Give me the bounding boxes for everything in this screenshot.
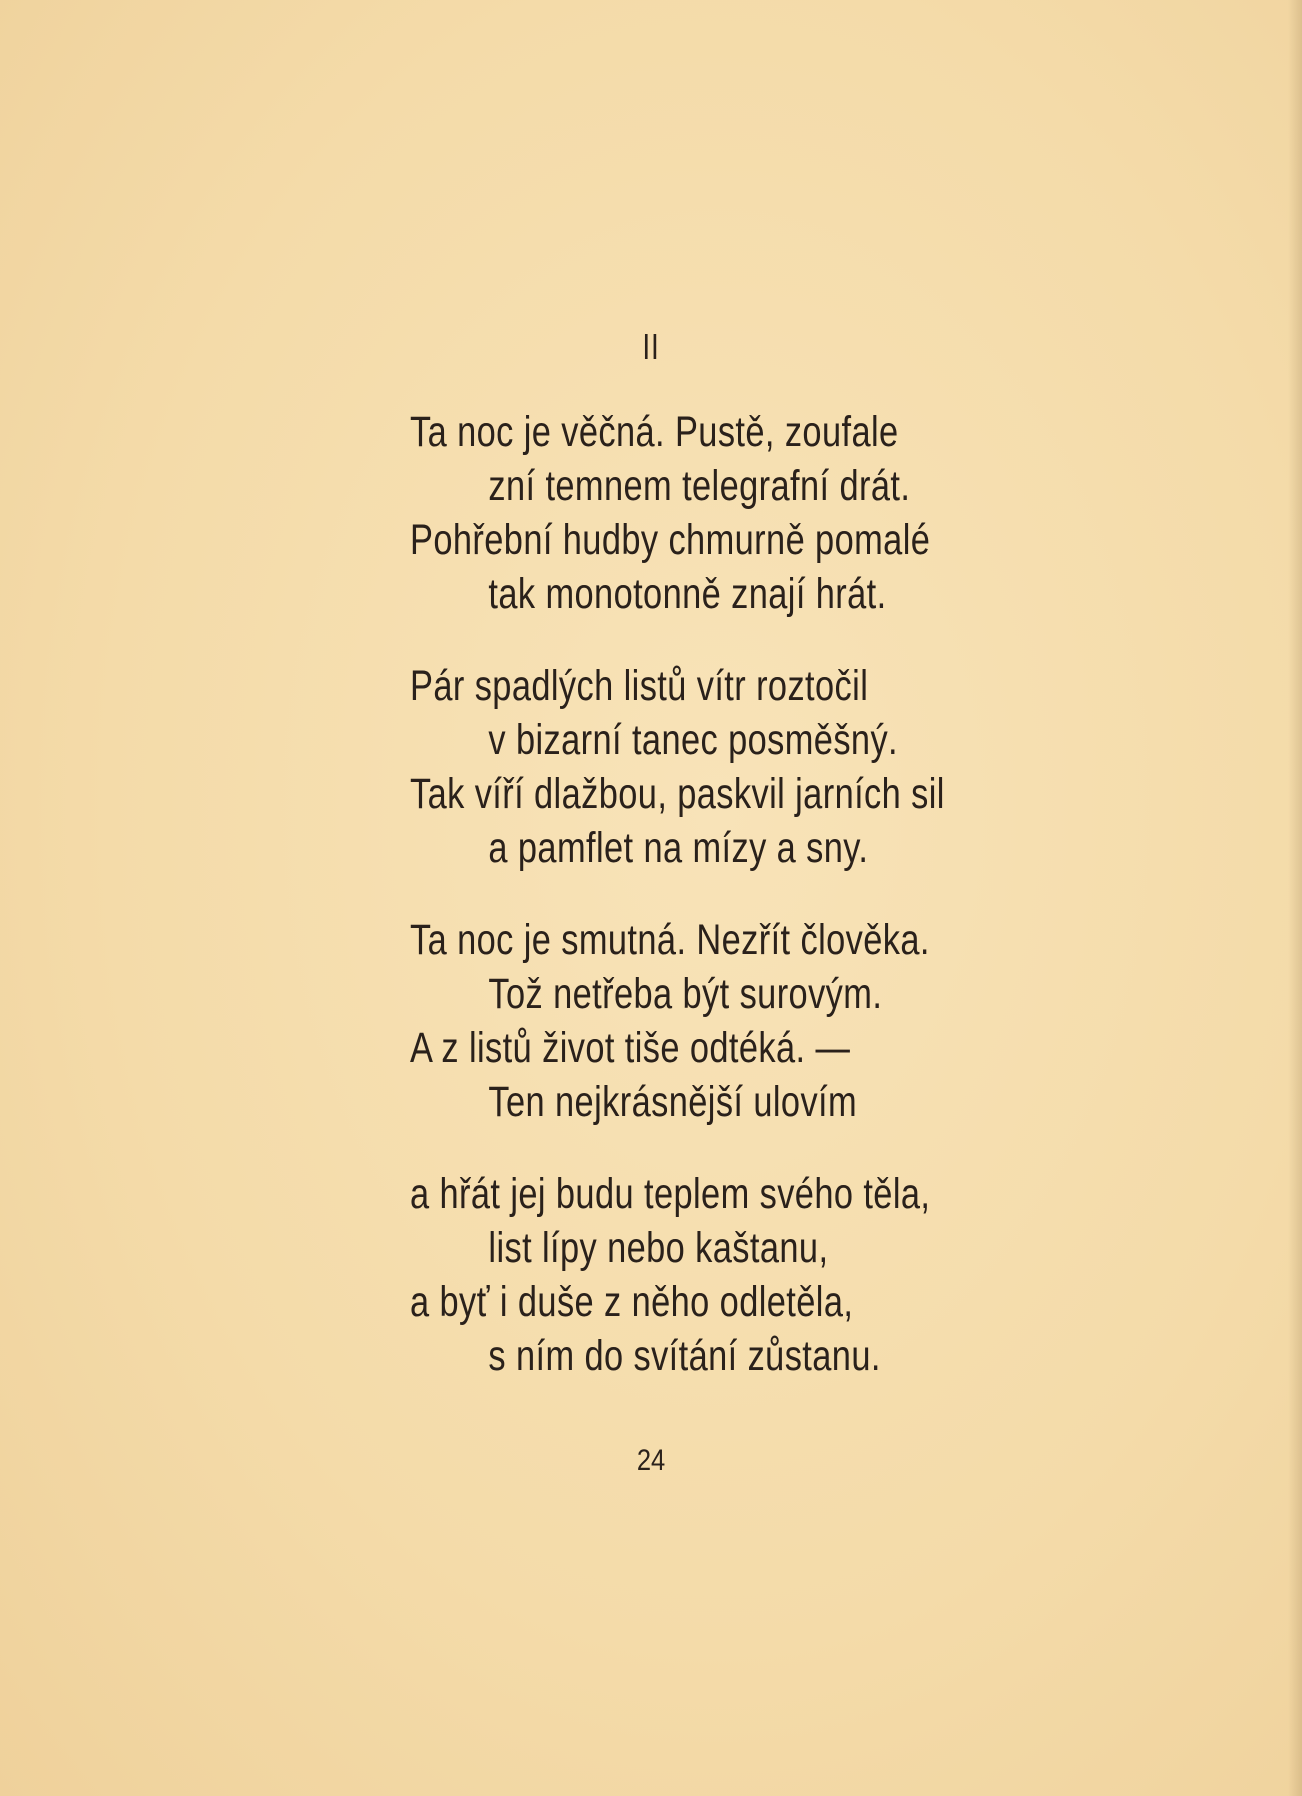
- page-edge-shadow: [1288, 0, 1302, 1796]
- stanza-4: [410, 1167, 1110, 1383]
- poem-line: list lípy nebo kaštanu,: [488, 1224, 829, 1272]
- poem-line: a hřát jej budu teplem svého těla,: [410, 1170, 931, 1218]
- poem-line: Tož netřeba být surovým.: [488, 970, 883, 1018]
- stanza-2: [410, 659, 1110, 875]
- section-numeral: II: [642, 326, 660, 367]
- poem-line: Tak víří dlažbou, paskvil jarních sil: [410, 770, 945, 818]
- poem-line: zní temnem telegrafní drát.: [488, 462, 911, 510]
- poem-line: Ten nejkrásnější ulovím: [488, 1078, 858, 1126]
- poem: [410, 405, 1110, 1421]
- poem-line: tak monotonně znají hrát.: [488, 570, 887, 618]
- poem-line: a pamflet na mízy a sny.: [488, 824, 869, 872]
- stanza-3: [410, 913, 1110, 1129]
- poem-line: v bizarní tanec posměšný.: [488, 716, 899, 764]
- page-number: 24: [636, 1444, 666, 1477]
- poem-line: Pár spadlých listů vítr roztočil: [410, 662, 869, 710]
- poem-line: A z listů život tiše odtéká. —: [410, 1024, 851, 1072]
- poem-line: Ta noc je věčná. Pustě, zoufale: [410, 408, 899, 456]
- poem-line: Ta noc je smutná. Nezřít člověka.: [410, 916, 930, 964]
- poem-line: a byť i duše z něho odletěla,: [410, 1278, 854, 1326]
- poem-line: s ním do svítání zůstanu.: [488, 1332, 881, 1380]
- poem-line: Pohřební hudby chmurně pomalé: [410, 516, 931, 564]
- stanza-1: [410, 405, 1110, 621]
